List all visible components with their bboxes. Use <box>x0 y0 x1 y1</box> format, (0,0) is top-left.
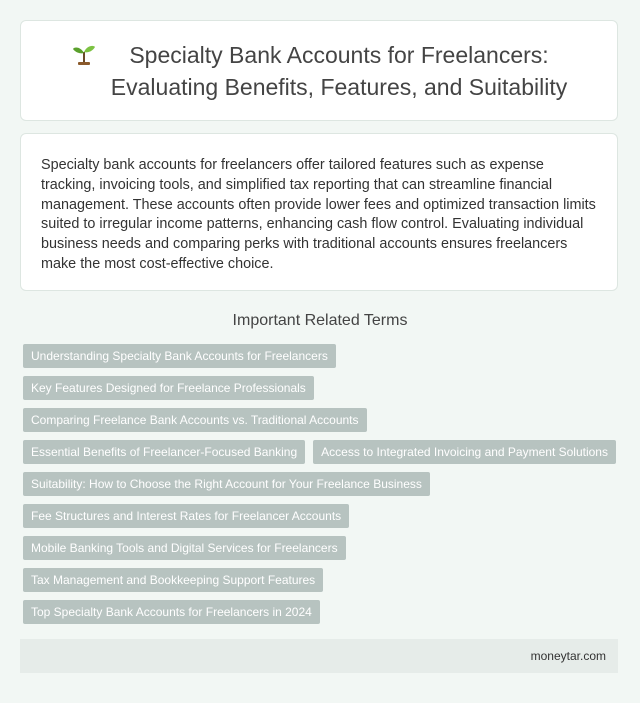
tag-row <box>23 568 623 592</box>
related-term-tag[interactable]: Key Features Designed for Freelance Professionals <box>23 376 314 400</box>
related-term-tag[interactable]: Understanding Specialty Bank Accounts for Freelancers <box>23 344 336 368</box>
related-term-tag[interactable]: Fee Structures and Interest Rates for Freelancer Accounts <box>23 504 349 528</box>
related-term-tag[interactable]: Tax Management and Bookkeeping Support Features <box>23 568 323 592</box>
tag-row <box>23 376 623 400</box>
related-term-tag[interactable]: Comparing Freelance Bank Accounts vs. Traditional Accounts <box>23 408 367 432</box>
related-terms-list <box>23 344 623 632</box>
title-line-2: Evaluating Benefits, Features, and Suitability <box>110 73 568 100</box>
sprout-icon <box>71 43 97 65</box>
title-card <box>20 20 618 121</box>
related-terms-heading: Important Related Terms <box>232 312 408 329</box>
footer <box>20 639 618 673</box>
related-term-tag[interactable]: Suitability: How to Choose the Right Account for Your Freelance Business <box>23 472 430 496</box>
tag-row <box>23 440 623 464</box>
tag-row <box>23 504 623 528</box>
title-wrap <box>71 39 567 103</box>
related-term-tag[interactable]: Mobile Banking Tools and Digital Services for Freelancers <box>23 536 346 560</box>
intro-card <box>20 133 618 291</box>
related-term-tag[interactable]: Essential Benefits of Freelancer-Focused Banking <box>23 440 305 464</box>
tag-row <box>23 344 623 368</box>
related-term-tag[interactable]: Access to Integrated Invoicing and Payment Solutions <box>313 440 616 464</box>
tag-row <box>23 472 623 496</box>
tag-row <box>23 536 623 560</box>
tag-row <box>23 408 623 432</box>
related-term-tag[interactable]: Top Specialty Bank Accounts for Freelancers in 2024 <box>23 600 320 624</box>
page-title <box>111 39 567 103</box>
title-line-1: Specialty Bank Accounts for Freelancers: <box>129 41 549 68</box>
tag-row <box>23 600 623 624</box>
intro-paragraph: Specialty bank accounts for freelancers offer tailored features such as expense tracking, invoicing tools, and simplified tax reporting that can streamline financial management. These accounts often provide lower fees and optimized transaction limits suited to irregular income patterns, enhancing cash flow control. Evaluating individual business needs and comparing perks with traditional accounts ensures freelancers make the most cost-effective choice. <box>41 157 596 272</box>
footer-site[interactable]: moneytar.com <box>530 649 606 663</box>
